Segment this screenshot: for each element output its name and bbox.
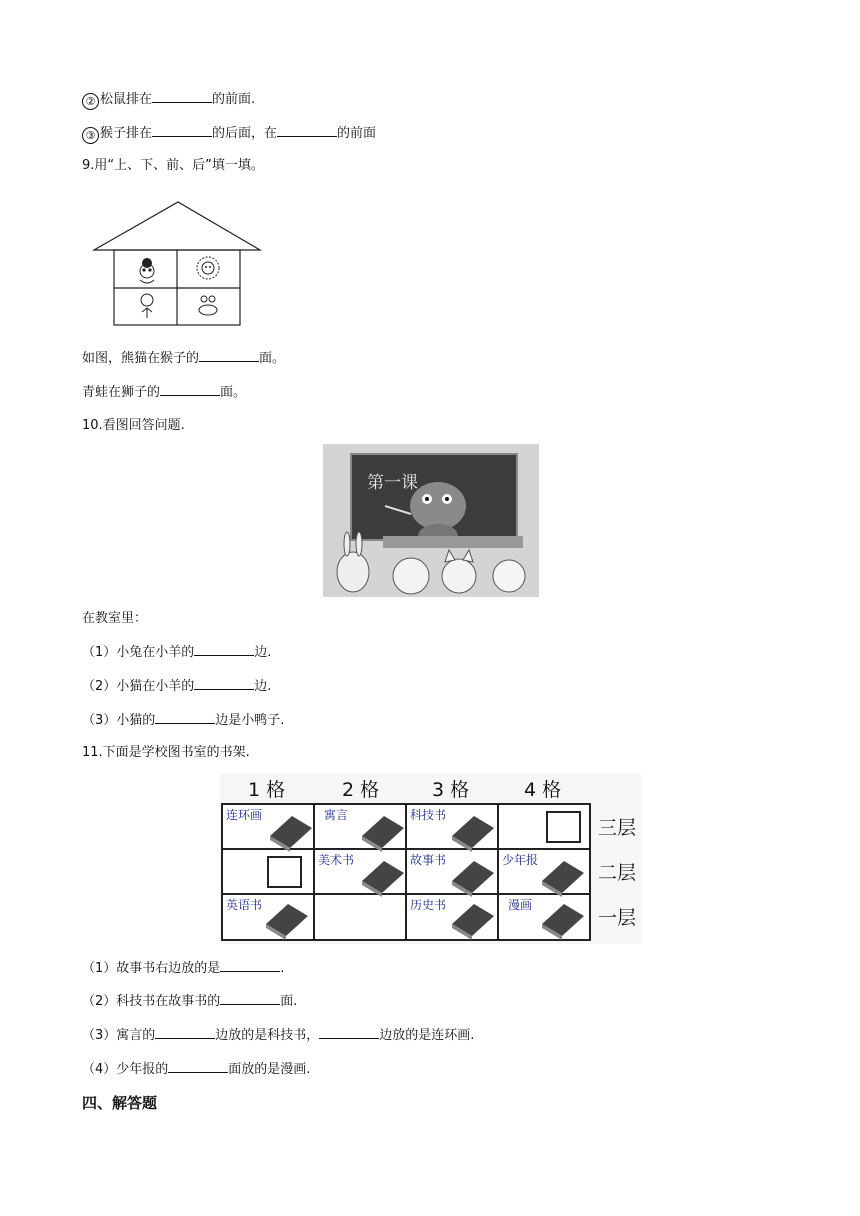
answer-blank[interactable] [220,990,280,1005]
q11-item-3: （3）寓言的 边放的是科技书， 边放的是连环画. [82,1024,474,1046]
answer-blank[interactable] [194,675,254,690]
empty-slot [547,812,580,842]
answer-blank[interactable] [152,88,212,103]
row-header: 一层 [598,907,637,929]
answer-blank[interactable] [199,347,259,362]
q9-item-1: 如图，熊猫在猴子的 面。 [82,347,285,369]
q10-intro: 在教室里： [82,611,148,626]
q10-title: 10.看图回答问题. [82,418,185,433]
q10-item-1: （1）小兔在小羊的 边. [82,641,271,663]
shelf-label: 漫画 [508,898,533,912]
shelf-label: 美术书 [318,853,355,867]
answer-blank[interactable] [220,957,280,972]
monkey-icon [141,294,153,318]
board-text: 第一课 [367,473,418,493]
bookshelf-figure [220,774,642,944]
column-header: 3 格 [432,779,470,801]
q11-item-2: （2）科技书在故事书的 面. [82,990,297,1012]
answer-blank[interactable] [152,122,212,137]
answer-blank[interactable] [277,122,337,137]
classroom-image [323,444,539,597]
sheep-icon [393,558,429,594]
column-header: 2 格 [342,779,380,801]
shelf-label: 少年报 [502,853,539,867]
shelf-label: 连环画 [226,808,263,822]
shelf-label: 寓言 [324,808,349,822]
q8-item-2: ② 松鼠排在 的前面. [82,88,255,110]
column-header: 1 格 [248,779,286,801]
q9-title: 9.用“上、下、前、后”填一填。 [82,158,264,173]
q10-item-2: （2）小猫在小羊的 边. [82,675,271,697]
q8-item-3: ③ 猴子排在 的后面，在 的前面 [82,122,376,144]
column-header: 4 格 [524,779,562,801]
q10-item-3: （3）小猫的 边是小鸭子. [82,709,284,731]
answer-blank[interactable] [319,1024,379,1039]
answer-blank[interactable] [155,709,215,724]
item-number: ② [82,93,99,110]
shelf-label: 英语书 [226,898,263,912]
answer-blank[interactable] [160,381,220,396]
shelf-label: 科技书 [410,808,447,822]
shelf-label: 故事书 [410,853,447,867]
q11-item-4: （4）少年报的 面放的是漫画. [82,1058,310,1080]
lion-icon [197,257,219,279]
item-number: ③ [82,127,99,144]
empty-slot [268,857,301,887]
row-header: 二层 [598,862,637,884]
duckling-icon [493,560,525,592]
shelf-label: 历史书 [410,898,447,912]
panda-icon [140,258,154,283]
section-heading: 四、解答题 [82,1094,158,1112]
q11-item-1: （1）故事书右边放的是 . [82,957,284,979]
row-header: 三层 [598,817,637,839]
answer-blank[interactable] [194,641,254,656]
house-figure [92,200,262,330]
q9-item-2: 青蛙在狮子的 面。 [82,381,246,403]
answer-blank[interactable] [155,1024,215,1039]
frog-icon [199,296,217,315]
answer-blank[interactable] [168,1058,228,1073]
q11-title: 11.下面是学校图书室的书架. [82,745,250,760]
